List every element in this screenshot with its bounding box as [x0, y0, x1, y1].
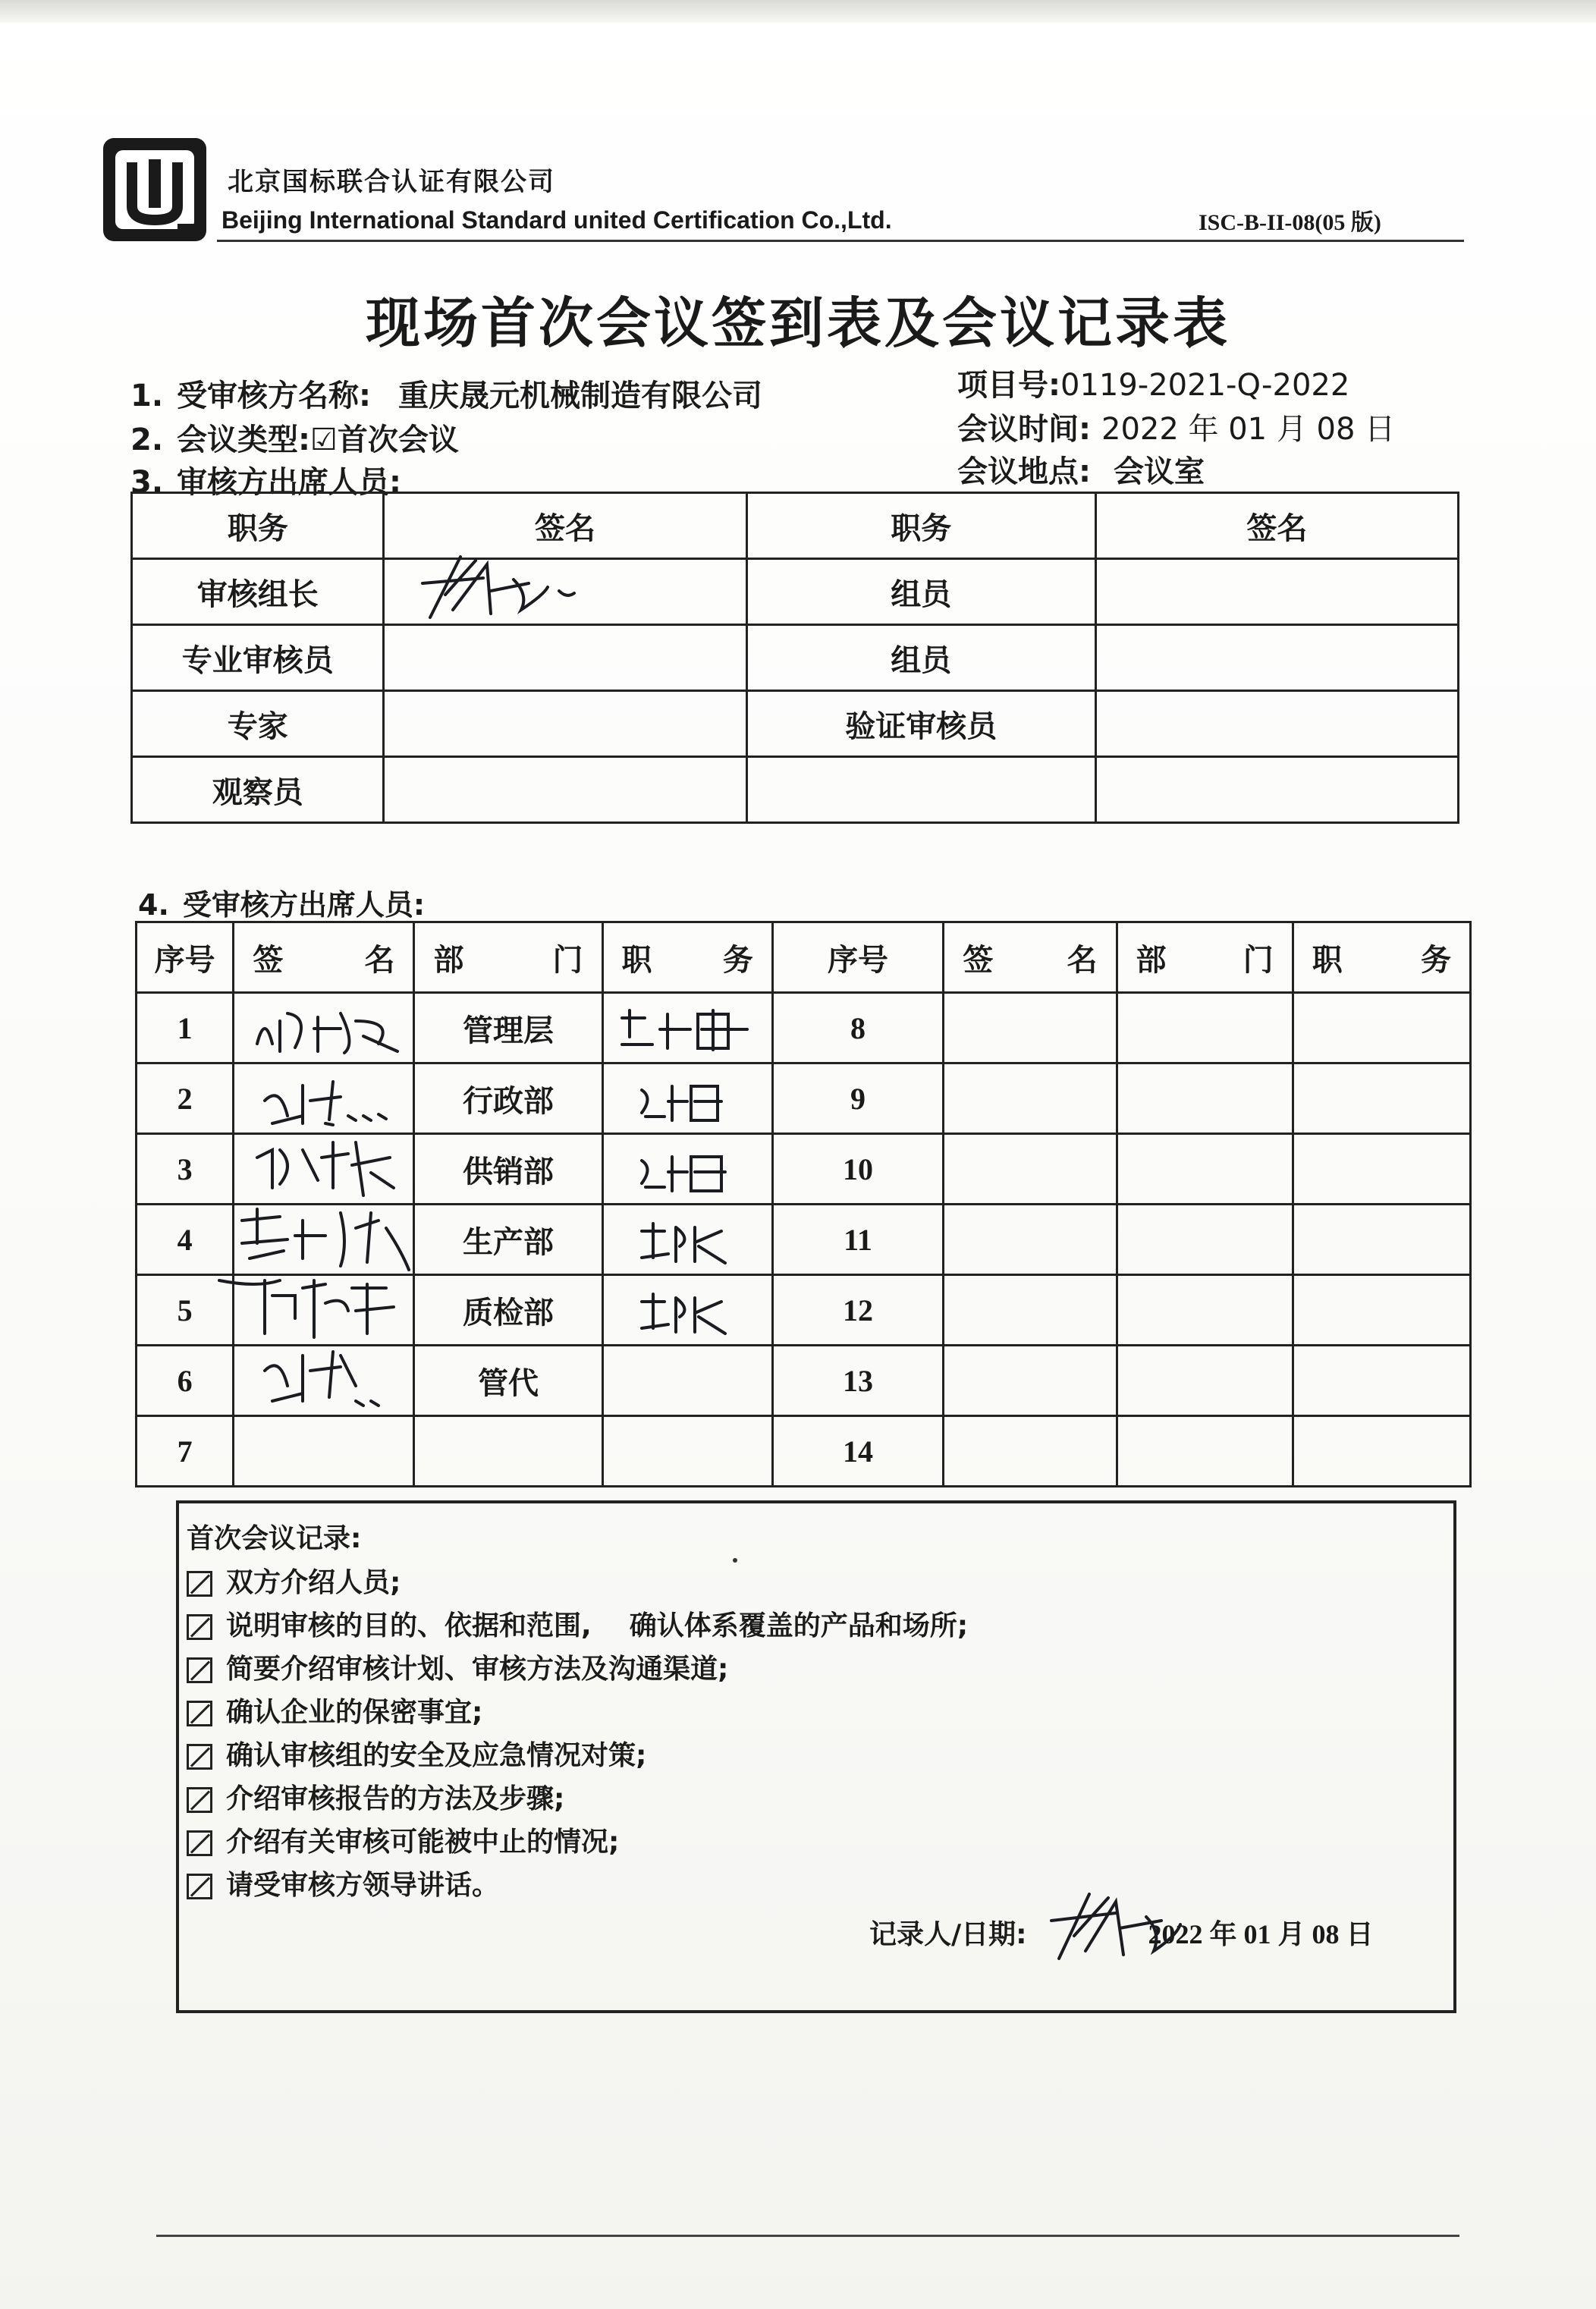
- footer-divider: [156, 2235, 1459, 2237]
- position-cell: [1293, 1346, 1470, 1416]
- signature-image: [212, 1265, 416, 1349]
- row-number: 6: [137, 1346, 234, 1416]
- department-cell: [1117, 1205, 1293, 1275]
- info-auditor-attendees: 3. 审核方出席人员:: [130, 465, 402, 500]
- checked-box-icon: [187, 1701, 212, 1726]
- signature-cell: [944, 1275, 1117, 1346]
- row-number: 14: [772, 1416, 944, 1487]
- info-auditee-attendees: 4. 受审核方出席人员:: [138, 888, 426, 922]
- checklist-item: 简要介绍审核计划、审核方法及沟通渠道;: [187, 1648, 968, 1691]
- signature-image: [250, 1127, 401, 1203]
- info-project-no: 项目号:0119-2021-Q-2022: [957, 368, 1350, 403]
- page-title: 现场首次会议签到表及会议记录表: [365, 291, 1230, 355]
- department-cell: 行政部: [414, 1063, 602, 1134]
- checklist-item: 双方介绍人员;: [187, 1561, 968, 1604]
- checklist-item: 介绍有关审核可能被中止的情况;: [187, 1820, 968, 1864]
- signature-cell: [384, 691, 746, 757]
- position-cell: [602, 1063, 772, 1134]
- signature-image: [257, 1340, 394, 1416]
- row-number: 1: [137, 993, 234, 1063]
- signature-cell: [234, 993, 414, 1063]
- table-row: [137, 1275, 1471, 1346]
- company-name-cn: 北京国标联合认证有限公司: [228, 167, 555, 197]
- company-name-en: Beijing International Standard united Certification Co.,Ltd.: [221, 206, 892, 234]
- checklist-item: 介绍审核报告的方法及步骤;: [187, 1777, 968, 1820]
- position-cell: [1293, 1416, 1470, 1487]
- department-cell: [1117, 1346, 1293, 1416]
- role-cell: 专家: [132, 691, 384, 757]
- role-cell: 组员: [746, 559, 1095, 625]
- position-cell: [1293, 1063, 1470, 1134]
- header-cell: 职 务: [602, 922, 772, 993]
- row-number: 3: [137, 1134, 234, 1205]
- recorder-label: 记录人/日期:: [869, 1919, 1027, 1950]
- signature-cell: [944, 1205, 1117, 1275]
- signature-cell: [944, 1346, 1117, 1416]
- signature-cell: [384, 757, 746, 823]
- position-cell: [602, 1134, 772, 1205]
- info-meeting-place: 会议地点: 会议室: [957, 454, 1205, 489]
- table-row: [132, 757, 1459, 823]
- role-cell: 验证审核员: [746, 691, 1095, 757]
- ink-speck: [733, 1558, 737, 1563]
- row-number: 4: [137, 1205, 234, 1275]
- department-cell: [1117, 1275, 1293, 1346]
- header-cell: 签 名: [944, 922, 1117, 993]
- position-cell: [602, 1205, 772, 1275]
- records-checklist: [187, 1561, 968, 1907]
- checked-box-icon: [187, 1657, 212, 1683]
- position-cell: [1293, 1275, 1470, 1346]
- header-cell: 签名: [384, 493, 746, 559]
- checklist-item: 说明审核的目的、依据和范围, 确认体系覆盖的产品和场所;: [187, 1604, 968, 1648]
- role-cell: 组员: [746, 625, 1095, 691]
- info-meeting-time: 会议时间: 2022 年 01 月 08 日: [957, 412, 1396, 447]
- department-cell: 管理层: [414, 993, 602, 1063]
- checked-box-icon: [187, 1830, 212, 1856]
- checked-box-icon: [187, 1787, 212, 1813]
- position-cell: [1293, 993, 1470, 1063]
- signature-cell: [234, 1134, 414, 1205]
- table-header-row: [132, 493, 1459, 559]
- company-logo: [102, 137, 208, 243]
- row-number: 2: [137, 1063, 234, 1134]
- recorder-date: 2022 年 01 月 08 日: [1148, 1919, 1374, 1949]
- row-number: 9: [772, 1063, 944, 1134]
- table-row: [137, 1416, 1471, 1487]
- auditor-attendance-table: [130, 492, 1459, 824]
- header-cell: 职 务: [1293, 922, 1470, 993]
- header-cell: 部 门: [1117, 922, 1293, 993]
- recorder-signature-image: [1044, 1883, 1195, 1966]
- checklist-item: 确认企业的保密事宜;: [187, 1691, 968, 1734]
- department-cell: 管代: [414, 1346, 602, 1416]
- handwritten-position: [634, 1216, 733, 1269]
- checked-box-icon: [187, 1874, 212, 1899]
- handwritten-position: [634, 1286, 733, 1340]
- department-cell: [1117, 1416, 1293, 1487]
- table-row: [132, 559, 1459, 625]
- table-row: [137, 993, 1471, 1063]
- header-cell: 签名: [1095, 493, 1458, 559]
- signature-cell: [1095, 559, 1458, 625]
- info-auditee-name: 1. 受审核方名称: 重庆晟元机械制造有限公司: [130, 379, 763, 413]
- signature-image: [257, 1070, 394, 1131]
- signature-cell: [234, 1063, 414, 1134]
- records-heading: 首次会议记录:: [187, 1523, 362, 1554]
- position-cell: [602, 993, 772, 1063]
- signature-cell: [1095, 757, 1458, 823]
- row-number: 8: [772, 993, 944, 1063]
- header-cell: 签 名: [234, 922, 414, 993]
- header-cell: 部 门: [414, 922, 602, 993]
- signature-cell: [384, 625, 746, 691]
- table-row: [137, 1063, 1471, 1134]
- signature-cell: [384, 559, 746, 625]
- auditee-attendance-table: [135, 921, 1472, 1487]
- checklist-item: 确认审核组的安全及应急情况对策;: [187, 1734, 968, 1777]
- signature-cell: [234, 1416, 414, 1487]
- header-cell: 职务: [132, 493, 384, 559]
- department-cell: [1117, 1063, 1293, 1134]
- info-meeting-type: 2. 会议类型:☑首次会议: [130, 423, 459, 457]
- signature-cell: [1095, 625, 1458, 691]
- row-number: 11: [772, 1205, 944, 1275]
- department-cell: [1117, 1134, 1293, 1205]
- row-number: 13: [772, 1346, 944, 1416]
- position-cell: [1293, 1134, 1470, 1205]
- row-number: 5: [137, 1275, 234, 1346]
- department-cell: 质检部: [414, 1275, 602, 1346]
- role-cell: 观察员: [132, 757, 384, 823]
- row-number: 10: [772, 1134, 944, 1205]
- position-cell: [602, 1346, 772, 1416]
- document-code: ISC-B-II-08(05 版): [1199, 210, 1381, 235]
- signature-cell: [944, 1416, 1117, 1487]
- position-cell: [1293, 1205, 1470, 1275]
- department-cell: [414, 1416, 602, 1487]
- signature-cell: [234, 1205, 414, 1275]
- signature-image: [415, 549, 597, 633]
- signature-cell: [944, 993, 1117, 1063]
- department-cell: 生产部: [414, 1205, 602, 1275]
- checked-box-icon: [187, 1744, 212, 1770]
- handwritten-position: [614, 1003, 759, 1056]
- table-row: [137, 1205, 1471, 1275]
- role-cell: 专业审核员: [132, 625, 384, 691]
- meeting-records-box: [176, 1500, 1456, 2013]
- signature-cell: [234, 1346, 414, 1416]
- row-number: 12: [772, 1275, 944, 1346]
- signature-image: [250, 998, 409, 1059]
- checked-box-icon: [187, 1614, 212, 1640]
- position-cell: [602, 1275, 772, 1346]
- position-cell: [602, 1416, 772, 1487]
- signature-cell: [944, 1063, 1117, 1134]
- header-divider: [217, 240, 1464, 242]
- signature-cell: [1095, 691, 1458, 757]
- table-row: [132, 691, 1459, 757]
- table-header-row: [137, 922, 1471, 993]
- signature-cell: [944, 1134, 1117, 1205]
- checked-box-icon: [187, 1571, 212, 1597]
- header-cell: 序号: [772, 922, 944, 993]
- row-number: 7: [137, 1416, 234, 1487]
- role-cell: [746, 757, 1095, 823]
- signature-cell: [234, 1275, 414, 1346]
- header-cell: 职务: [746, 493, 1095, 559]
- table-row: [132, 625, 1459, 691]
- scan-edge-shadow: [0, 0, 1596, 23]
- handwritten-position: [634, 1075, 725, 1128]
- table-row: [137, 1346, 1471, 1416]
- department-cell: [1117, 993, 1293, 1063]
- department-cell: 供销部: [414, 1134, 602, 1205]
- checklist-item: 请受审核方领导讲话。: [187, 1864, 968, 1907]
- header-cell: 序号: [137, 922, 234, 993]
- table-row: [137, 1134, 1471, 1205]
- handwritten-position: [634, 1145, 733, 1198]
- role-cell: 审核组长: [132, 559, 384, 625]
